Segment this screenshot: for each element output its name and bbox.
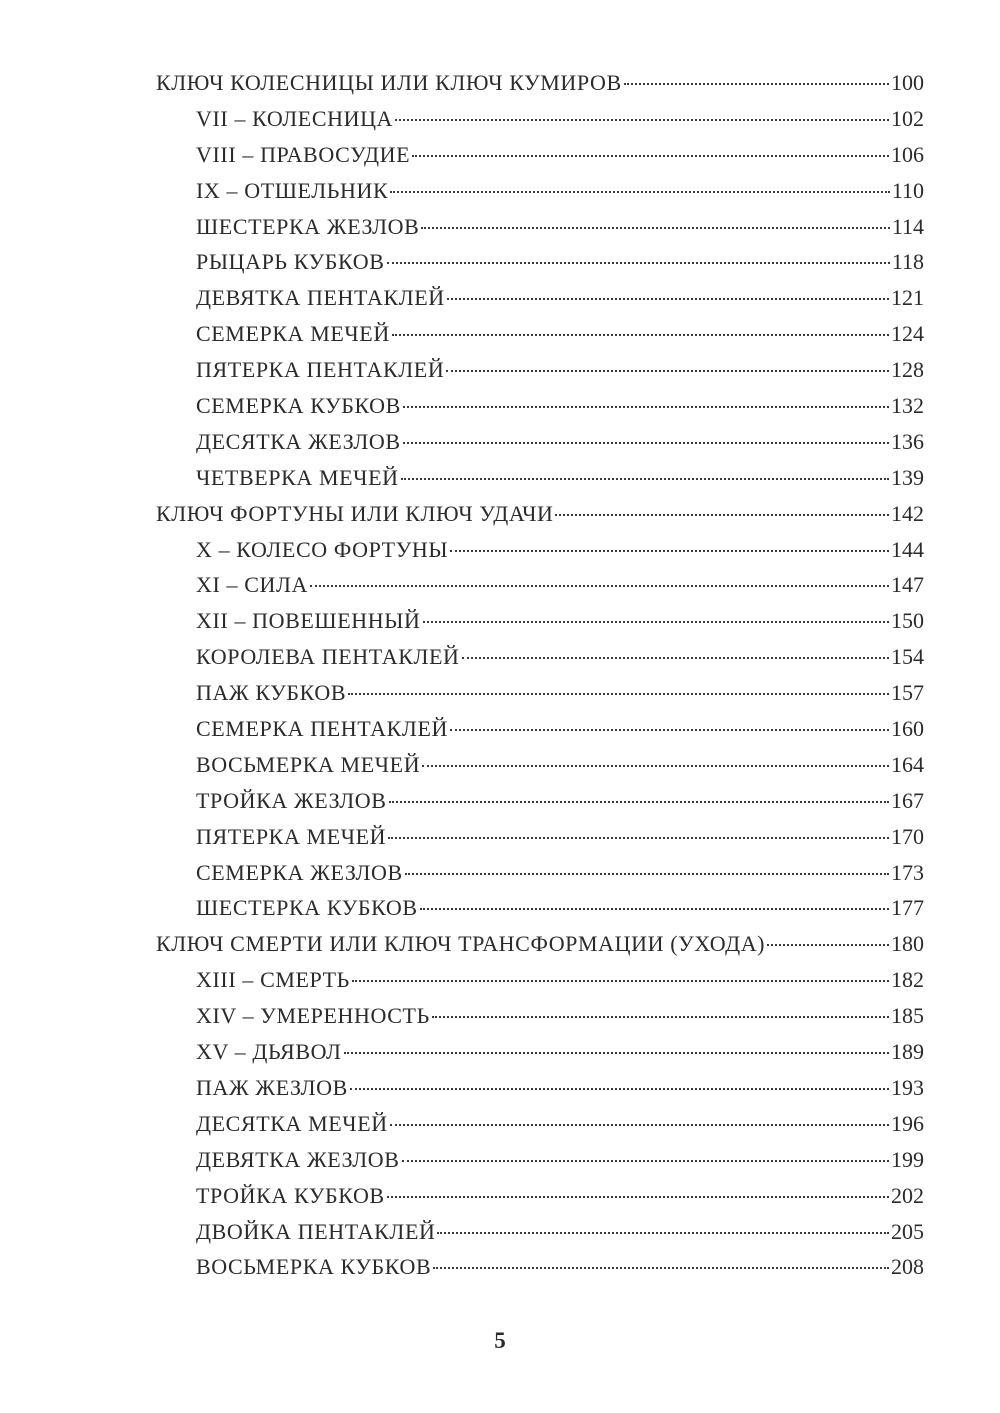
toc-entry [156, 967, 924, 1003]
toc-entry-title: ПЯТЕРКА МЕЧЕЙ [196, 823, 387, 849]
toc-entry-page: 114 [891, 213, 924, 239]
toc-entry-title: СЕМЕРКА ПЕНТАКЛЕЙ [196, 716, 448, 742]
toc-entry-title: VII – КОЛЕСНИЦА [196, 105, 394, 131]
toc-section-entry [156, 70, 924, 106]
toc-entry-page: 142 [891, 500, 924, 526]
toc-entry [156, 644, 924, 680]
toc-entry-title: VIII – ПРАВОСУДИЕ [196, 141, 411, 167]
toc-entry-title: X – КОЛЕСО ФОРТУНЫ [196, 536, 449, 562]
toc-entry-title: ДЕВЯТКА ЖЕЗЛОВ [196, 1146, 400, 1172]
toc-entry [156, 429, 924, 465]
dot-leader [389, 801, 889, 803]
page-number: 5 [494, 1328, 506, 1353]
toc-entry-title: ШЕСТЕРКА ЖЕЗЛОВ [196, 213, 420, 239]
toc-entry-title: ТРОЙКА ЖЕЗЛОВ [196, 787, 387, 813]
toc-entry [156, 680, 924, 716]
dot-leader [450, 729, 889, 731]
toc-entry [156, 393, 924, 429]
toc-entry-title: КОРОЛЕВА ПЕНТАКЛЕЙ [196, 644, 460, 670]
toc-entry-page: 150 [891, 608, 924, 634]
toc-entry-title: СЕМЕРКА МЕЧЕЙ [196, 321, 390, 347]
toc-entry [156, 824, 924, 860]
toc-entry-page: 180 [891, 931, 924, 957]
toc-entry-page: 132 [891, 393, 924, 419]
dot-leader [450, 550, 889, 552]
dot-leader [402, 1160, 889, 1162]
toc-section-entry [156, 931, 924, 967]
toc-entry [156, 537, 924, 573]
toc-entry-page: 182 [891, 967, 924, 993]
dot-leader [390, 191, 890, 193]
toc-entry-title: XII – ПОВЕШЕННЫЙ [196, 608, 421, 634]
toc-entry-page: 157 [891, 680, 924, 706]
toc-entry-page: 160 [891, 716, 924, 742]
toc-entry-page: 154 [891, 644, 924, 670]
toc-entry-page: 205 [891, 1218, 924, 1244]
toc-entry-title: ДЕВЯТКА ПЕНТАКЛЕЙ [196, 285, 445, 311]
dot-leader [433, 1267, 889, 1269]
dot-leader [403, 406, 889, 408]
toc-entry-page: 189 [891, 1039, 924, 1065]
dot-leader [387, 262, 890, 264]
dot-leader [437, 1232, 889, 1234]
toc-entry-page: 144 [891, 536, 924, 562]
dot-leader [392, 334, 889, 336]
toc-entry-title: ПЯТЕРКА ПЕНТАКЛЕЙ [196, 357, 445, 383]
dot-leader [412, 155, 889, 157]
toc-entry-title: ШЕСТЕРКА КУБКОВ [196, 895, 418, 921]
toc-entry-title: XV – ДЬЯВОЛ [196, 1039, 342, 1065]
dot-leader [462, 657, 889, 659]
toc-entry-page: 208 [891, 1254, 924, 1280]
toc-entry-page: 121 [891, 285, 924, 311]
toc-entry [156, 860, 924, 896]
toc-entry-title: IX – ОТШЕЛЬНИК [196, 177, 389, 203]
toc-entry-page: 118 [891, 249, 924, 275]
toc-entry-page: 199 [891, 1146, 924, 1172]
toc-entry-title: РЫЦАРЬ КУБКОВ [196, 249, 385, 275]
toc-entry-title: ПАЖ КУБКОВ [196, 680, 347, 706]
dot-leader [447, 298, 889, 300]
toc-entry-page: 106 [891, 141, 924, 167]
dot-leader [446, 370, 889, 372]
toc-entry-title: КЛЮЧ СМЕРТИ ИЛИ КЛЮЧ ТРАНСФОРМАЦИИ (УХОДА) [156, 931, 766, 957]
toc-entry [156, 1111, 924, 1147]
toc-entry-title: КЛЮЧ ФОРТУНЫ ИЛИ КЛЮЧ УДАЧИ [156, 500, 554, 526]
toc-entry [156, 572, 924, 608]
dot-leader [395, 119, 889, 121]
toc-entry [156, 1075, 924, 1111]
dot-leader [403, 442, 889, 444]
dot-leader [421, 227, 889, 229]
dot-leader [432, 1016, 889, 1018]
toc-section-entry [156, 501, 924, 537]
toc-entry [156, 142, 924, 178]
toc-entry [156, 1147, 924, 1183]
toc-entry-page: 124 [891, 321, 924, 347]
toc-entry-title: СЕМЕРКА КУБКОВ [196, 393, 401, 419]
toc-entry [156, 106, 924, 142]
toc-entry-title: XIII – СМЕРТЬ [196, 967, 350, 993]
toc-entry [156, 1039, 924, 1075]
toc-entry-page: 196 [891, 1110, 924, 1136]
dot-leader [423, 621, 889, 623]
toc-entry-title: XI – СИЛА [196, 572, 308, 598]
toc-entry [156, 1219, 924, 1255]
dot-leader [352, 980, 889, 982]
table-of-contents [156, 70, 924, 1290]
toc-entry-page: 193 [891, 1074, 924, 1100]
toc-entry [156, 1254, 924, 1290]
toc-entry-title: XIV – УМЕРЕННОСТЬ [196, 1003, 430, 1029]
toc-entry-page: 167 [891, 787, 924, 813]
toc-entry [156, 1003, 924, 1039]
toc-entry-page: 136 [891, 428, 924, 454]
toc-entry-page: 100 [891, 70, 924, 95]
toc-entry [156, 249, 924, 285]
toc-entry [156, 608, 924, 644]
dot-leader [310, 585, 889, 587]
toc-entry-page: 102 [891, 105, 924, 131]
dot-leader [401, 478, 889, 480]
dot-leader [348, 693, 889, 695]
toc-entry-title: ДВОЙКА ПЕНТАКЛЕЙ [196, 1218, 436, 1244]
toc-entry-page: 177 [891, 895, 924, 921]
toc-entry-title: СЕМЕРКА ЖЕЗЛОВ [196, 859, 403, 885]
toc-entry [156, 1183, 924, 1219]
toc-entry-page: 110 [891, 177, 924, 203]
toc-entry [156, 214, 924, 250]
toc-entry-page: 170 [891, 823, 924, 849]
toc-entry-title: ДЕСЯТКА МЕЧЕЙ [196, 1110, 388, 1136]
dot-leader [420, 908, 889, 910]
toc-entry [156, 357, 924, 393]
dot-leader [387, 1196, 889, 1198]
toc-entry-page: 139 [891, 464, 924, 490]
dot-leader [767, 944, 889, 946]
toc-entry [156, 178, 924, 214]
toc-entry [156, 716, 924, 752]
toc-entry [156, 321, 924, 357]
dot-leader [624, 83, 889, 85]
toc-entry [156, 752, 924, 788]
toc-entry [156, 285, 924, 321]
toc-entry-title: КЛЮЧ КОЛЕСНИЦЫ ИЛИ КЛЮЧ КУМИРОВ [156, 70, 622, 95]
toc-entry [156, 788, 924, 824]
toc-entry [156, 465, 924, 501]
dot-leader [388, 837, 889, 839]
toc-entry-title: ПАЖ ЖЕЗЛОВ [196, 1074, 348, 1100]
toc-entry-page: 128 [891, 357, 924, 383]
toc-entry-page: 164 [891, 751, 924, 777]
dot-leader [555, 514, 889, 516]
dot-leader [422, 765, 889, 767]
dot-leader [390, 1124, 889, 1126]
toc-entry-page: 147 [891, 572, 924, 598]
toc-entry-page: 202 [891, 1182, 924, 1208]
toc-entry-title: ЧЕТВЕРКА МЕЧЕЙ [196, 464, 399, 490]
toc-entry-page: 185 [891, 1003, 924, 1029]
toc-entry-title: ДЕСЯТКА ЖЕЗЛОВ [196, 428, 401, 454]
toc-entry [156, 895, 924, 931]
dot-leader [344, 1052, 889, 1054]
toc-entry-page: 173 [891, 859, 924, 885]
toc-entry-title: ТРОЙКА КУБКОВ [196, 1182, 385, 1208]
toc-entry-title: ВОСЬМЕРКА МЕЧЕЙ [196, 751, 421, 777]
toc-entry-title: ВОСЬМЕРКА КУБКОВ [196, 1254, 432, 1280]
dot-leader [350, 1088, 889, 1090]
dot-leader [405, 873, 889, 875]
